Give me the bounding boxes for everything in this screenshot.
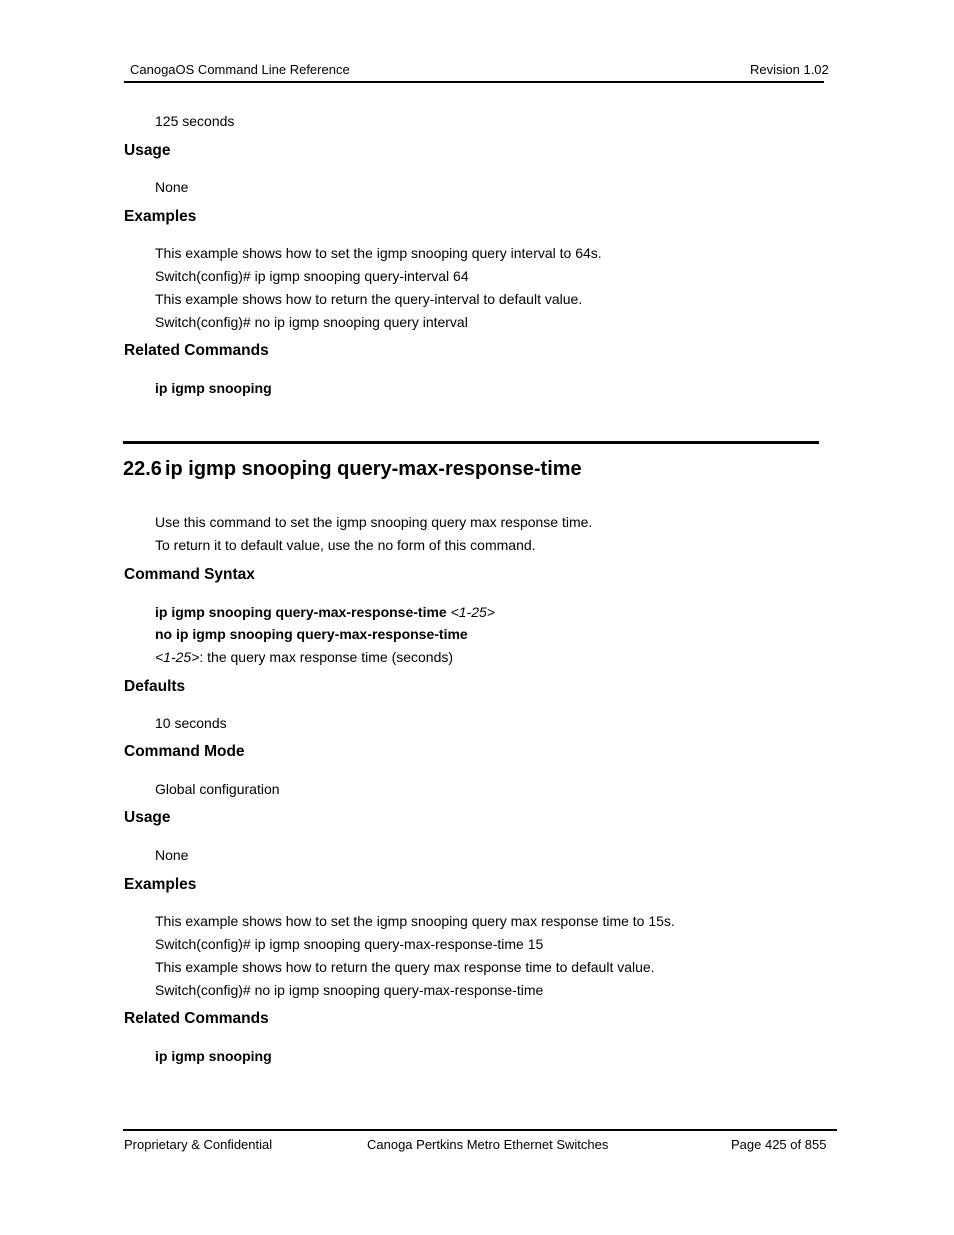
section-description-line: Use this command to set the igmp snooping query max response time. xyxy=(155,514,593,530)
top-usage-heading: Usage xyxy=(124,142,171,159)
syntax-argument: <1-25> xyxy=(450,604,495,620)
usage-value: None xyxy=(155,847,189,863)
top-example-line: Switch(config)# ip igmp snooping query-interval 64 xyxy=(155,268,469,284)
example-line: Switch(config)# no ip igmp snooping query-max-response-time xyxy=(155,982,544,998)
top-related-command: ip igmp snooping xyxy=(155,380,272,396)
footer-rule xyxy=(123,1129,837,1131)
param-description: : the query max response time (seconds) xyxy=(199,649,454,665)
related-heading: Related Commands xyxy=(124,1010,269,1027)
mode-heading: Command Mode xyxy=(124,743,245,760)
example-line: This example shows how to set the igmp snooping query max response time to 15s. xyxy=(155,913,675,929)
defaults-heading: Defaults xyxy=(124,678,186,695)
example-line: This example shows how to return the query max response time to default value. xyxy=(155,959,655,975)
usage-heading: Usage xyxy=(124,809,171,826)
syntax-line xyxy=(155,604,495,620)
section-number: 22.6 xyxy=(123,458,162,480)
top-example-line: Switch(config)# no ip igmp snooping query interval xyxy=(155,314,468,330)
section-description-line: To return it to default value, use the no form of this command. xyxy=(155,537,536,553)
syntax-command: ip igmp snooping query-max-response-time xyxy=(155,604,447,620)
mode-value: Global configuration xyxy=(155,781,280,797)
param-argument: <1-25> xyxy=(155,649,200,665)
header-rule xyxy=(124,81,824,83)
top-related-heading: Related Commands xyxy=(124,342,269,359)
top-examples-heading: Examples xyxy=(124,208,197,225)
top-example-line: This example shows how to set the igmp snooping query interval to 64s. xyxy=(155,245,602,261)
footer-left: Proprietary & Confidential xyxy=(124,1137,273,1152)
top-usage-value: None xyxy=(155,179,189,195)
syntax-heading: Command Syntax xyxy=(124,566,255,583)
syntax-no-command: no ip igmp snooping query-max-response-time xyxy=(155,626,468,642)
example-line: Switch(config)# ip igmp snooping query-max-response-time 15 xyxy=(155,936,544,952)
header-revision: Revision 1.02 xyxy=(750,62,829,77)
footer-center: Canoga Pertkins Metro Ethernet Switches xyxy=(367,1137,609,1152)
header-doc-title: CanogaOS Command Line Reference xyxy=(130,62,350,77)
examples-heading: Examples xyxy=(124,876,197,893)
section-rule xyxy=(123,441,819,444)
top-example-line: This example shows how to return the query-interval to default value. xyxy=(155,291,583,307)
footer-page-number: Page 425 of 855 xyxy=(731,1137,827,1152)
section-title-text: ip igmp snooping query-max-response-time xyxy=(164,458,582,480)
section-title xyxy=(123,458,582,481)
param-line xyxy=(155,649,453,665)
defaults-value: 10 seconds xyxy=(155,715,227,731)
related-command: ip igmp snooping xyxy=(155,1048,272,1064)
top-defaults-value: 125 seconds xyxy=(155,113,235,129)
